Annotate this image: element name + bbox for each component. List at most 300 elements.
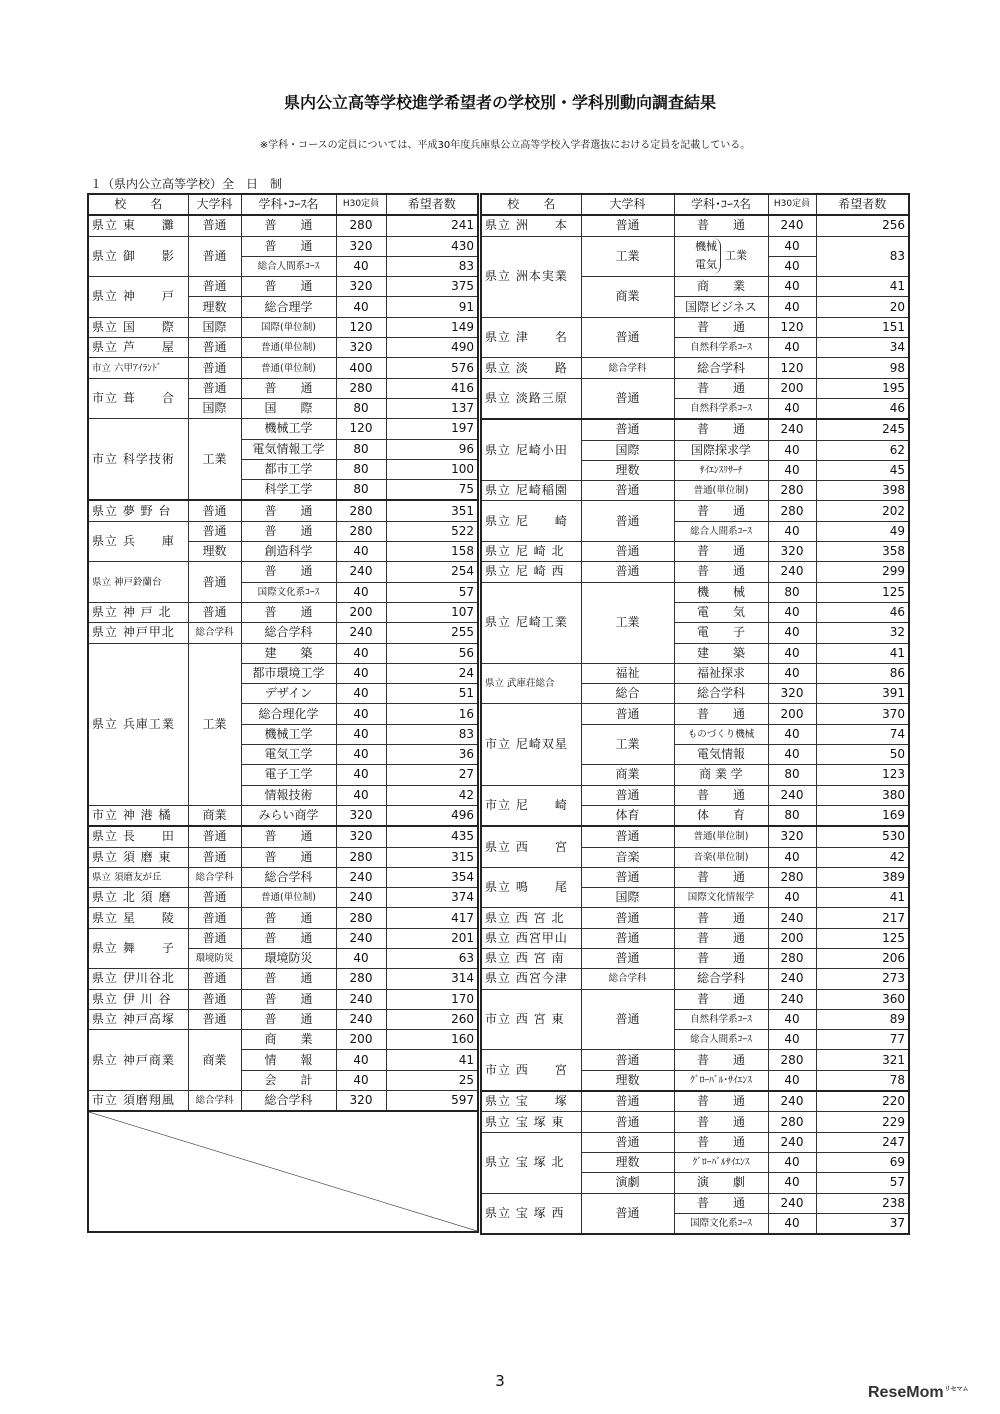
applicants-cell: 16 bbox=[386, 704, 478, 724]
table-row bbox=[481, 948, 909, 968]
capacity-cell: 320 bbox=[336, 805, 386, 826]
course-brace-group bbox=[678, 238, 765, 274]
applicants-cell: 123 bbox=[816, 765, 909, 785]
capacity-cell: 280 bbox=[768, 1112, 816, 1132]
course-cell: 普 通 bbox=[241, 521, 336, 541]
course-cell: 電気情報 bbox=[674, 745, 768, 765]
course-cell: ｸﾞﾛｰﾊﾞﾙｻｲｴﾝｽ bbox=[674, 1152, 768, 1172]
capacity-cell: 280 bbox=[336, 908, 386, 928]
table-row bbox=[481, 317, 909, 337]
right-results-table bbox=[480, 193, 910, 1235]
table-row bbox=[88, 277, 478, 297]
table-row bbox=[88, 338, 478, 358]
applicants-cell: 229 bbox=[816, 1112, 909, 1132]
capacity-cell: 40 bbox=[336, 785, 386, 805]
applicants-cell: 62 bbox=[816, 440, 909, 460]
capacity-cell: 40 bbox=[768, 236, 816, 256]
major-cell: 普通 bbox=[188, 1009, 241, 1029]
capacity-cell: 40 bbox=[336, 765, 386, 785]
major-cell: 総合学科 bbox=[188, 623, 241, 643]
major-cell: 環境防災 bbox=[188, 948, 241, 968]
table-row bbox=[481, 989, 909, 1009]
school-name: 県立 芦 屋 bbox=[88, 338, 188, 358]
capacity-cell: 240 bbox=[768, 908, 816, 928]
capacity-cell: 40 bbox=[336, 297, 386, 317]
capacity-cell: 40 bbox=[336, 256, 386, 276]
course-cell: 普 通 bbox=[674, 542, 768, 562]
course-cell: 自然科学系ｺｰｽ bbox=[674, 398, 768, 419]
applicants-cell: 370 bbox=[816, 704, 909, 724]
major-cell: 工業 bbox=[581, 236, 674, 277]
school-name: 県立 宝 塚 西 bbox=[481, 1193, 581, 1234]
school-name: 県立 西宮今津 bbox=[481, 969, 581, 989]
capacity-cell: 40 bbox=[768, 277, 816, 297]
school-name: 県立 神 戸 北 bbox=[88, 602, 188, 622]
major-cell: 普通 bbox=[581, 704, 674, 724]
applicants-cell: 358 bbox=[816, 542, 909, 562]
table-row bbox=[88, 928, 478, 948]
course-cell: 都市工学 bbox=[241, 459, 336, 479]
course-cell: 普 通 bbox=[674, 948, 768, 968]
header-course: 学科･ｺｰｽ名 bbox=[241, 194, 336, 215]
course-cell: 電気工学 bbox=[241, 745, 336, 765]
major-cell: 普通 bbox=[581, 908, 674, 928]
course-cell: 普 通 bbox=[241, 236, 336, 256]
major-cell: 普通 bbox=[581, 501, 674, 542]
major-cell: 普通 bbox=[188, 908, 241, 928]
major-cell: 普通 bbox=[188, 521, 241, 541]
course-cell: 普 通 bbox=[674, 215, 768, 236]
course-cell: 自然科学系ｺｰｽ bbox=[674, 1009, 768, 1029]
capacity-cell: 400 bbox=[336, 358, 386, 378]
course-cell: 普 通 bbox=[674, 501, 768, 521]
applicants-cell: 51 bbox=[386, 684, 478, 704]
table-row bbox=[481, 785, 909, 805]
school-name: 県立 尼 崎 西 bbox=[481, 562, 581, 582]
course-cell: 普 通 bbox=[674, 419, 768, 440]
major-cell: 体育 bbox=[581, 805, 674, 826]
course-cell: 普 通 bbox=[241, 562, 336, 582]
course-cell: 演 劇 bbox=[674, 1173, 768, 1193]
table-row bbox=[88, 623, 478, 643]
applicants-cell: 96 bbox=[386, 439, 478, 459]
course-cell: 総合学科 bbox=[674, 358, 768, 378]
header-row bbox=[88, 194, 478, 215]
school-name: 県立 神戸高塚 bbox=[88, 1009, 188, 1029]
table-row bbox=[481, 419, 909, 440]
school-name: 県立 須磨友が丘 bbox=[88, 867, 188, 887]
capacity-cell: 120 bbox=[336, 317, 386, 337]
major-cell: 普通 bbox=[581, 1132, 674, 1152]
course-cell: 建 築 bbox=[674, 643, 768, 663]
applicants-cell: 42 bbox=[816, 847, 909, 867]
course-cell: 音楽(単位制) bbox=[674, 847, 768, 867]
capacity-cell: 240 bbox=[768, 1193, 816, 1213]
applicants-cell: 256 bbox=[816, 215, 909, 236]
school-name: 県立 淡路三原 bbox=[481, 378, 581, 419]
applicants-cell: 351 bbox=[386, 500, 478, 521]
course-cell: ｸﾞﾛｰﾊﾞﾙ･ｻｲｴﾝｽ bbox=[674, 1070, 768, 1091]
capacity-cell: 40 bbox=[336, 643, 386, 663]
course-cell: 普 通 bbox=[241, 277, 336, 297]
capacity-cell: 200 bbox=[768, 704, 816, 724]
table-row bbox=[88, 867, 478, 887]
applicants-cell: 416 bbox=[386, 378, 478, 398]
school-name: 県立 西 宮 北 bbox=[481, 908, 581, 928]
capacity-cell: 240 bbox=[768, 215, 816, 236]
applicants-cell: 254 bbox=[386, 562, 478, 582]
major-cell: 普通 bbox=[188, 928, 241, 948]
school-name: 県立 神 戸 bbox=[88, 277, 188, 318]
course-cell: 普 通 bbox=[241, 908, 336, 928]
capacity-cell: 40 bbox=[768, 623, 816, 643]
course-cell: 総合理学 bbox=[241, 297, 336, 317]
major-cell: 理数 bbox=[581, 460, 674, 480]
header-major: 大学科 bbox=[188, 194, 241, 215]
table-row bbox=[481, 663, 909, 683]
school-name: 市立 西 宮 bbox=[481, 1050, 581, 1091]
school-name: 県立 宝 塚 東 bbox=[481, 1112, 581, 1132]
major-cell: 普通 bbox=[188, 378, 241, 398]
school-name: 県立 尼 崎 bbox=[481, 501, 581, 542]
school-name: 市立 神 港 橘 bbox=[88, 805, 188, 826]
course-cell: 商 業 bbox=[241, 1030, 336, 1050]
course-cell: 会 計 bbox=[241, 1070, 336, 1090]
major-cell: 国際 bbox=[581, 440, 674, 460]
table-row bbox=[481, 1132, 909, 1152]
capacity-cell: 240 bbox=[768, 785, 816, 805]
school-name: 県立 洲 本 bbox=[481, 215, 581, 236]
school-name: 市立 六甲ｱｲﾗﾝﾄﾞ bbox=[88, 358, 188, 378]
applicants-cell: 360 bbox=[816, 989, 909, 1009]
major-cell: 普通 bbox=[581, 419, 674, 440]
applicants-cell: 83 bbox=[386, 724, 478, 744]
school-name: 県立 長 田 bbox=[88, 826, 188, 847]
course-cell: ものづくり機械 bbox=[674, 724, 768, 744]
table-row bbox=[481, 908, 909, 928]
school-name: 県立 神戸鈴蘭台 bbox=[88, 562, 188, 603]
major-cell: 理数 bbox=[581, 1070, 674, 1091]
major-cell: 普通 bbox=[188, 969, 241, 989]
applicants-cell: 34 bbox=[816, 338, 909, 358]
school-name: 県立 尼崎稲園 bbox=[481, 481, 581, 501]
major-cell: 理数 bbox=[188, 297, 241, 317]
school-name: 県立 尼崎小田 bbox=[481, 419, 581, 480]
capacity-cell: 280 bbox=[768, 481, 816, 501]
applicants-cell: 78 bbox=[816, 1070, 909, 1091]
header-row bbox=[481, 194, 909, 215]
course-cell: 普 通 bbox=[241, 847, 336, 867]
capacity-cell: 40 bbox=[768, 1009, 816, 1029]
course-cell: 科学工学 bbox=[241, 480, 336, 501]
capacity-cell: 240 bbox=[768, 562, 816, 582]
school-name: 県立 尼 崎 北 bbox=[481, 542, 581, 562]
course-cell: ｻｲｴﾝｽﾘｻｰﾁ bbox=[674, 460, 768, 480]
capacity-cell: 80 bbox=[336, 459, 386, 479]
table-row bbox=[481, 1112, 909, 1132]
course-cell: 都市環境工学 bbox=[241, 663, 336, 683]
major-cell: 工業 bbox=[188, 419, 241, 501]
capacity-cell: 240 bbox=[336, 888, 386, 908]
table-row bbox=[481, 826, 909, 847]
course-cell: 自然科学系ｺｰｽ bbox=[674, 338, 768, 358]
applicants-cell: 217 bbox=[816, 908, 909, 928]
course-cell: 普 通 bbox=[674, 317, 768, 337]
school-name: 県立 伊川谷北 bbox=[88, 969, 188, 989]
capacity-cell: 240 bbox=[768, 419, 816, 440]
capacity-cell: 40 bbox=[768, 888, 816, 908]
header-applicants: 希望者数 bbox=[386, 194, 478, 215]
course-cell: 建 築 bbox=[241, 643, 336, 663]
applicants-cell: 74 bbox=[816, 724, 909, 744]
applicants-cell: 197 bbox=[386, 419, 478, 439]
course-cell: 総合学科 bbox=[241, 1091, 336, 1112]
capacity-cell: 40 bbox=[768, 724, 816, 744]
course-cell: 福祉探求 bbox=[674, 663, 768, 683]
capacity-cell: 40 bbox=[768, 297, 816, 317]
capacity-cell: 240 bbox=[336, 623, 386, 643]
table-row bbox=[88, 378, 478, 398]
major-cell: 普通 bbox=[581, 317, 674, 358]
applicants-cell: 354 bbox=[386, 867, 478, 887]
applicants-cell: 25 bbox=[386, 1070, 478, 1090]
capacity-cell: 240 bbox=[768, 969, 816, 989]
capacity-cell: 40 bbox=[768, 1070, 816, 1091]
capacity-cell: 40 bbox=[768, 460, 816, 480]
major-cell: 普通 bbox=[188, 888, 241, 908]
course-cell: 電子工学 bbox=[241, 765, 336, 785]
table-row bbox=[88, 969, 478, 989]
course-cell: 総合学科 bbox=[674, 684, 768, 704]
applicants-cell: 63 bbox=[386, 948, 478, 968]
table-row bbox=[481, 542, 909, 562]
table-row bbox=[481, 969, 909, 989]
capacity-cell: 320 bbox=[336, 277, 386, 297]
applicants-cell: 530 bbox=[816, 826, 909, 847]
major-cell: 普通 bbox=[581, 1050, 674, 1070]
course-cell: 総合学科 bbox=[674, 969, 768, 989]
school-name: 県立 西 宮 南 bbox=[481, 948, 581, 968]
applicants-cell: 107 bbox=[386, 602, 478, 622]
capacity-cell: 240 bbox=[336, 1009, 386, 1029]
course-cell: 総合人間系ｺｰｽ bbox=[674, 521, 768, 541]
capacity-cell: 40 bbox=[336, 745, 386, 765]
major-cell: 総合学科 bbox=[188, 867, 241, 887]
capacity-cell: 40 bbox=[336, 663, 386, 683]
major-cell: 国際 bbox=[188, 398, 241, 418]
course-cell: 普 通 bbox=[241, 969, 336, 989]
capacity-cell: 40 bbox=[336, 542, 386, 562]
course-cell: 商 業 学 bbox=[674, 765, 768, 785]
table-row bbox=[481, 481, 909, 501]
course-cell: 情報技術 bbox=[241, 785, 336, 805]
school-name: 県立 兵 庫 bbox=[88, 521, 188, 562]
applicants-cell: 597 bbox=[386, 1091, 478, 1112]
capacity-cell: 80 bbox=[336, 480, 386, 501]
capacity-cell: 320 bbox=[336, 338, 386, 358]
major-cell: 普通 bbox=[188, 847, 241, 867]
course-cell: 普 通 bbox=[674, 928, 768, 948]
capacity-cell: 280 bbox=[336, 847, 386, 867]
table-row bbox=[88, 521, 478, 541]
course-cell: 普 通 bbox=[674, 989, 768, 1009]
course-cell: 国際ビジネス bbox=[674, 297, 768, 317]
table-row bbox=[481, 867, 909, 887]
table-row bbox=[481, 378, 909, 398]
applicants-cell: 27 bbox=[386, 765, 478, 785]
applicants-cell: 45 bbox=[816, 460, 909, 480]
applicants-cell: 24 bbox=[386, 663, 478, 683]
course-cell: 普 通 bbox=[674, 1132, 768, 1152]
blank-area bbox=[88, 1111, 478, 1232]
table-row bbox=[88, 826, 478, 847]
capacity-cell: 280 bbox=[768, 948, 816, 968]
school-name: 県立 宝 塚 北 bbox=[481, 1132, 581, 1193]
applicants-cell: 98 bbox=[816, 358, 909, 378]
course-cell: 普通(単位制) bbox=[241, 338, 336, 358]
applicants-cell: 36 bbox=[386, 745, 478, 765]
school-name: 県立 神戸甲北 bbox=[88, 623, 188, 643]
applicants-cell: 273 bbox=[816, 969, 909, 989]
school-name: 県立 宝 塚 bbox=[481, 1091, 581, 1112]
applicants-cell: 389 bbox=[816, 867, 909, 887]
capacity-cell: 280 bbox=[336, 969, 386, 989]
capacity-cell: 40 bbox=[768, 440, 816, 460]
school-name: 県立 鳴 尾 bbox=[481, 867, 581, 908]
course-cell: 普 通 bbox=[241, 215, 336, 236]
major-cell: 国際 bbox=[188, 317, 241, 337]
course-cell: 国際文化系ｺｰｽ bbox=[674, 1213, 768, 1234]
major-cell: 総合学科 bbox=[581, 358, 674, 378]
table-row bbox=[88, 908, 478, 928]
header-capacity: H30定員 bbox=[336, 194, 386, 215]
course-sub-name: 機械 bbox=[695, 240, 717, 254]
major-cell: 普通 bbox=[188, 277, 241, 297]
school-name: 県立 伊 川 谷 bbox=[88, 989, 188, 1009]
applicants-cell: 260 bbox=[386, 1009, 478, 1029]
applicants-cell: 57 bbox=[816, 1173, 909, 1193]
table-row bbox=[88, 805, 478, 826]
major-cell: 普通 bbox=[581, 481, 674, 501]
header-school-name: 校 名 bbox=[88, 194, 188, 215]
applicants-cell: 576 bbox=[386, 358, 478, 378]
course-cell: 国際文化系ｺｰｽ bbox=[241, 582, 336, 602]
capacity-cell: 240 bbox=[768, 1132, 816, 1152]
major-cell: 普通 bbox=[188, 602, 241, 622]
school-name: 県立 淡 路 bbox=[481, 358, 581, 378]
applicants-cell: 496 bbox=[386, 805, 478, 826]
applicants-cell: 315 bbox=[386, 847, 478, 867]
applicants-cell: 49 bbox=[816, 521, 909, 541]
course-cell: 総合人間系ｺｰｽ bbox=[241, 256, 336, 276]
applicants-cell: 77 bbox=[816, 1030, 909, 1050]
capacity-cell: 200 bbox=[768, 378, 816, 398]
major-cell: 普通 bbox=[581, 1112, 674, 1132]
school-name: 県立 武庫荘総合 bbox=[481, 663, 581, 704]
table-row bbox=[481, 501, 909, 521]
course-cell: 普 通 bbox=[241, 1009, 336, 1029]
course-sub-name: 電気 bbox=[695, 258, 717, 272]
major-cell: 福祉 bbox=[581, 663, 674, 683]
capacity-cell: 40 bbox=[336, 724, 386, 744]
applicants-cell: 137 bbox=[386, 398, 478, 418]
major-cell: 普通 bbox=[581, 542, 674, 562]
capacity-cell: 240 bbox=[336, 562, 386, 582]
course-cell: 体 育 bbox=[674, 805, 768, 826]
capacity-cell: 40 bbox=[768, 847, 816, 867]
applicants-cell: 321 bbox=[816, 1050, 909, 1070]
major-cell: 普通 bbox=[581, 989, 674, 1050]
applicants-cell: 149 bbox=[386, 317, 478, 337]
table-row bbox=[88, 1009, 478, 1029]
capacity-cell: 40 bbox=[768, 1213, 816, 1234]
diagonal-line bbox=[89, 1112, 477, 1231]
school-name: 県立 北 須 磨 bbox=[88, 888, 188, 908]
major-cell: 総合学科 bbox=[581, 969, 674, 989]
major-cell: 商業 bbox=[581, 277, 674, 318]
capacity-cell: 40 bbox=[336, 1070, 386, 1090]
capacity-cell: 40 bbox=[768, 398, 816, 419]
school-name: 県立 尼崎工業 bbox=[481, 582, 581, 663]
course-cell: 総合理化学 bbox=[241, 704, 336, 724]
capacity-cell: 320 bbox=[768, 684, 816, 704]
course-cell: 普 通 bbox=[241, 378, 336, 398]
applicants-cell: 241 bbox=[386, 215, 478, 236]
school-name: 市立 尼崎双星 bbox=[481, 704, 581, 785]
applicants-cell: 490 bbox=[386, 338, 478, 358]
school-name: 県立 西 宮 bbox=[481, 826, 581, 867]
table-row bbox=[88, 602, 478, 622]
header-applicants: 希望者数 bbox=[816, 194, 909, 215]
major-cell: 総合 bbox=[581, 684, 674, 704]
table-row bbox=[88, 643, 478, 663]
applicants-cell: 170 bbox=[386, 989, 478, 1009]
major-cell: 国際 bbox=[581, 888, 674, 908]
resemom-logo: ReseMom$^{リセマム}$ bbox=[868, 1384, 969, 1401]
major-cell: 総合学科 bbox=[188, 1091, 241, 1112]
table-row bbox=[481, 704, 909, 724]
school-name: 県立 夢 野 台 bbox=[88, 500, 188, 521]
blank-row bbox=[88, 1111, 478, 1232]
course-cell: 総合人間系ｺｰｽ bbox=[674, 1030, 768, 1050]
applicants-cell: 247 bbox=[816, 1132, 909, 1152]
course-cell: 普 通 bbox=[674, 867, 768, 887]
table-row bbox=[88, 1091, 478, 1112]
capacity-cell: 40 bbox=[768, 643, 816, 663]
applicants-cell: 398 bbox=[816, 481, 909, 501]
table-row bbox=[481, 358, 909, 378]
capacity-cell: 320 bbox=[336, 1091, 386, 1112]
capacity-cell: 200 bbox=[336, 602, 386, 622]
course-cell: 国際探求学 bbox=[674, 440, 768, 460]
table-row bbox=[481, 1050, 909, 1070]
course-cell bbox=[674, 236, 768, 277]
applicants-cell: 56 bbox=[386, 643, 478, 663]
capacity-note: ※学科・コースの定員については、平成30年度兵庫県公立高等学校入学者選抜における定員を記載している。 bbox=[259, 140, 751, 151]
course-cell: 商 業 bbox=[674, 277, 768, 297]
school-name: 県立 星 陵 bbox=[88, 908, 188, 928]
applicants-cell: 89 bbox=[816, 1009, 909, 1029]
capacity-cell: 40 bbox=[336, 704, 386, 724]
applicants-cell: 20 bbox=[816, 297, 909, 317]
table-row bbox=[88, 500, 478, 521]
course-cell: 総合学科 bbox=[241, 867, 336, 887]
capacity-cell: 40 bbox=[768, 256, 816, 276]
header-school-name: 校 名 bbox=[481, 194, 581, 215]
section-label: １（県内公立高等学校）全 日 制 bbox=[90, 177, 283, 191]
major-cell: 音楽 bbox=[581, 847, 674, 867]
course-cell: 普 通 bbox=[674, 1050, 768, 1070]
